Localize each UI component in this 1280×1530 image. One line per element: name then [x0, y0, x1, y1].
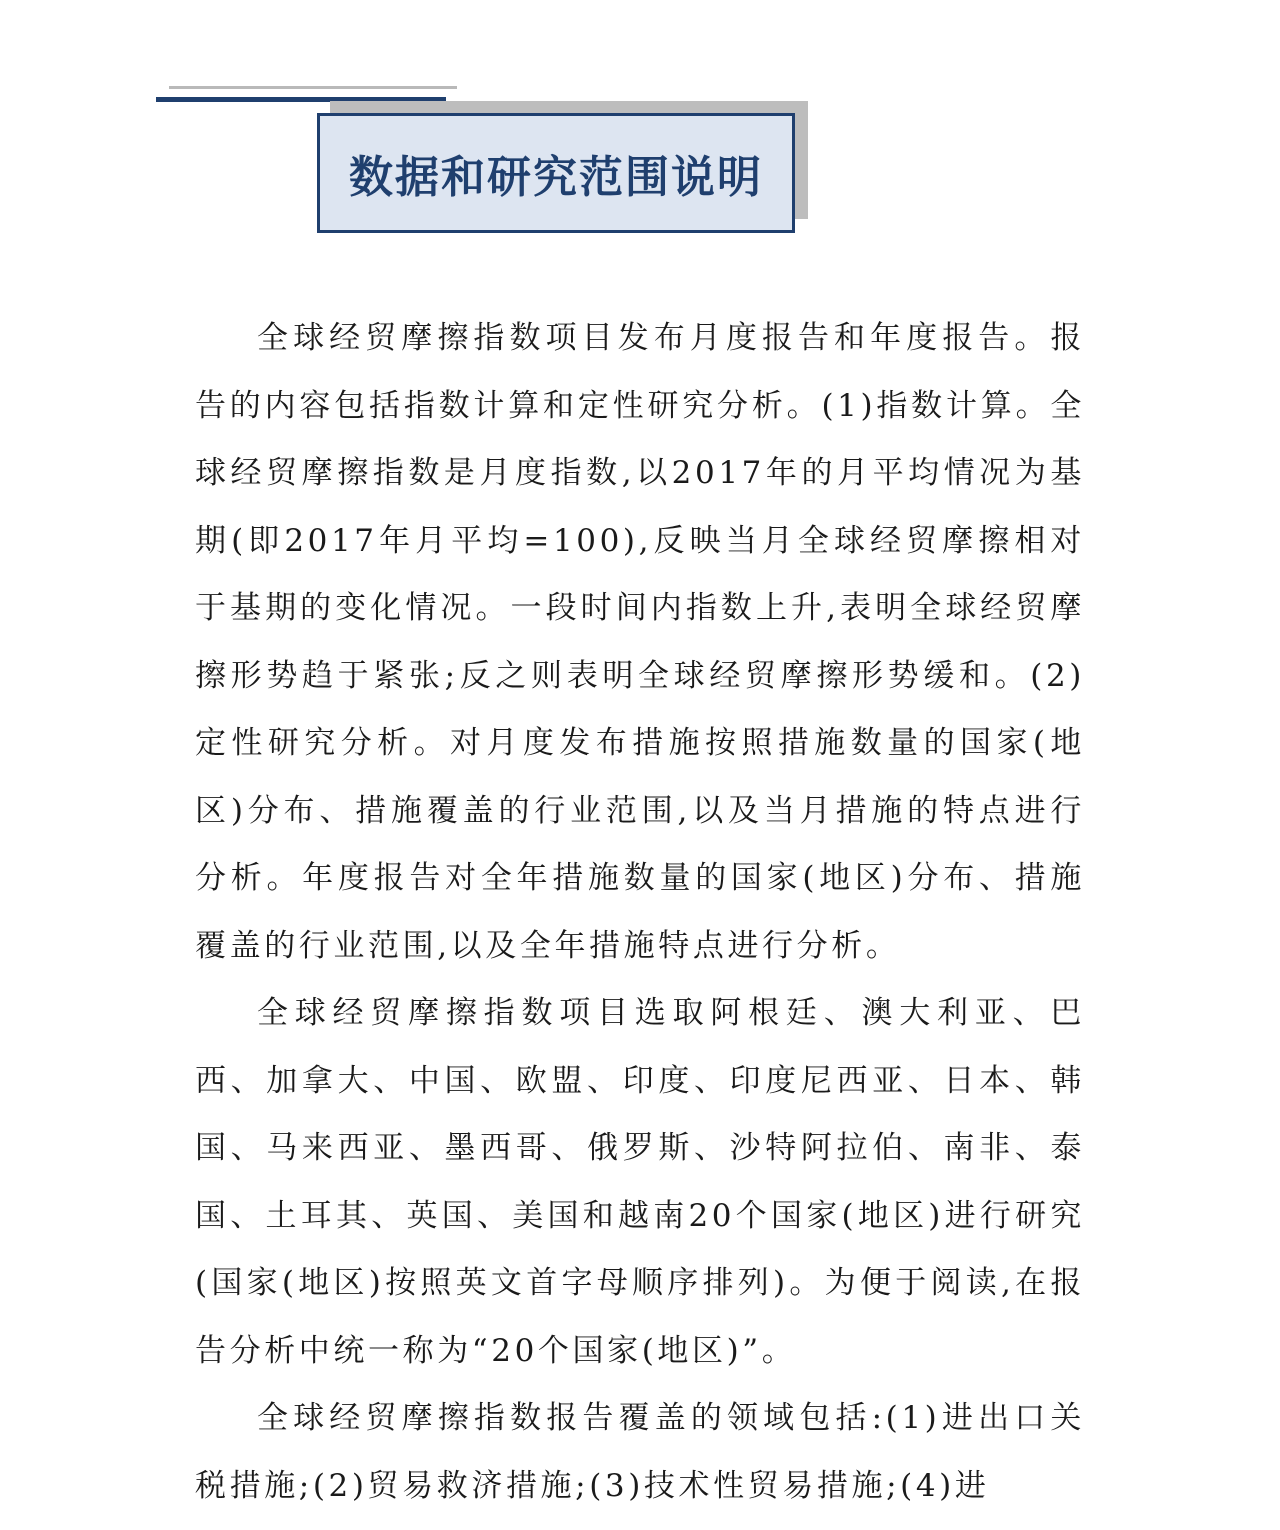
- paragraph-country-scope: 全球经贸摩擦指数项目选取阿根廷、澳大利亚、巴西、加拿大、中国、欧盟、印度、印度尼西亚、日本、韩国、马来西亚、墨西哥、俄罗斯、沙特阿拉伯、南非、泰国、土耳其、英国、美国和越南20个国家(地区)进行研究(国家(地区)按照英文首字母顺序排列)。为便于阅读,在报告分析中统一称为“20个国家(地区)”。: [195, 995, 1085, 1369]
- paragraph-coverage-areas: 全球经贸摩擦指数报告覆盖的领域包括:(1)进出口关税措施;(2)贸易救济措施;(3)技术性贸易措施;(4)进: [195, 1400, 1085, 1504]
- body-text: [195, 305, 1085, 1520]
- decorative-rule-gray: [169, 86, 457, 89]
- page-title: 数据和研究范围说明: [349, 152, 763, 203]
- title-box: [317, 113, 795, 233]
- paragraph-report-content: 全球经贸摩擦指数项目发布月度报告和年度报告。报告的内容包括指数计算和定性研究分析。(1)指数计算。全球经贸摩擦指数是月度指数,以2017年的月平均情况为基期(即2017年月平均=100),反映当月全球经贸摩擦相对于基期的变化情况。一段时间内指数上升,表明全球经贸摩擦形势趋于紧张;反之则表明全球经贸摩擦形势缓和。(2)定性研究分析。对月度发布措施按照措施数量的国家(地区)分布、措施覆盖的行业范围,以及当月措施的特点进行分析。年度报告对全年措施数量的国家(地区)分布、措施覆盖的行业范围,以及全年措施特点进行分析。: [195, 320, 1085, 964]
